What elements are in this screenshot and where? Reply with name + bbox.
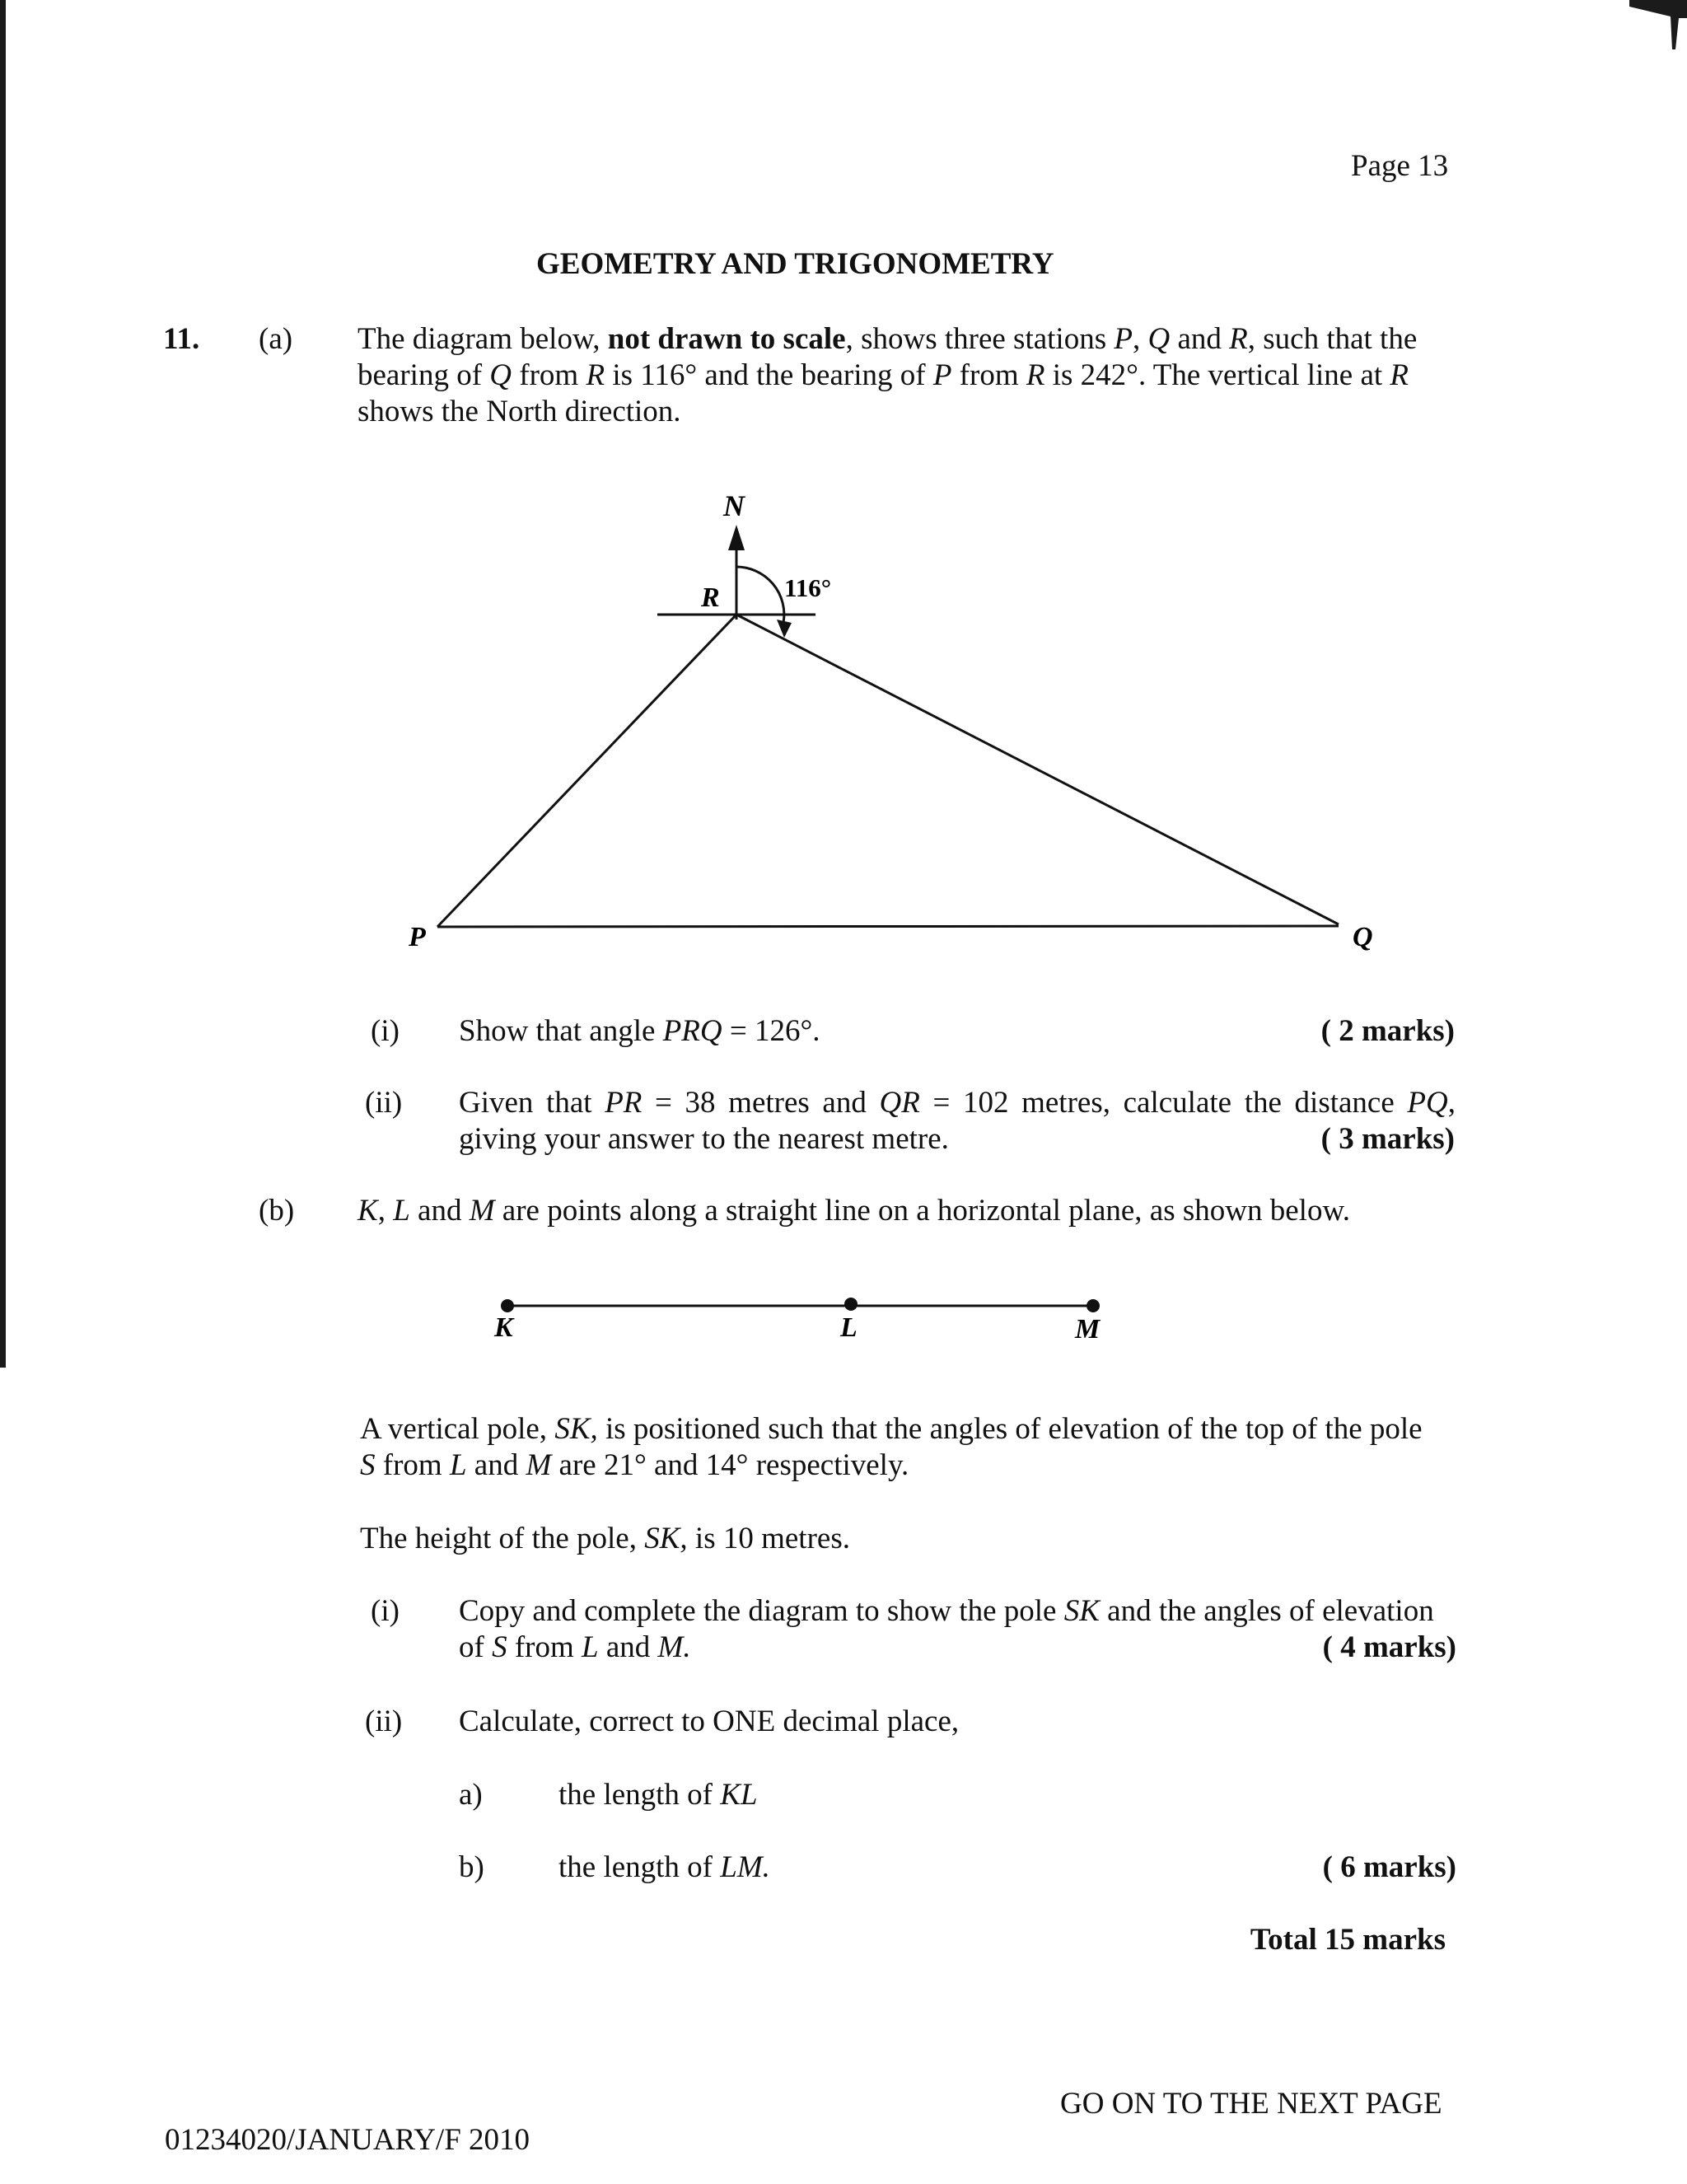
part-a-label: (a) bbox=[259, 322, 293, 356]
label-K: K bbox=[494, 1312, 513, 1343]
part-a-intro-line-3: shows the North direction. bbox=[357, 395, 681, 428]
part-a-intro-line-2: bearing of Q from R is 116° and the bearing of P from R is 242°. The vertical line at R bbox=[357, 358, 1409, 392]
label-M: M bbox=[1075, 1314, 1101, 1345]
part-b-i-label: (i) bbox=[371, 1594, 400, 1628]
part-a-ii-marks: ( 3 marks) bbox=[1320, 1122, 1455, 1156]
section-title: GEOMETRY AND TRIGONOMETRY bbox=[536, 247, 1054, 281]
label-R: R bbox=[701, 582, 720, 613]
part-b-intro: K, L and M are points along a straight line on a horizontal plane, as shown below. bbox=[357, 1194, 1351, 1228]
triangle-diagram bbox=[0, 0, 1687, 989]
part-b-i-line-2: of S from L and M. bbox=[459, 1630, 691, 1664]
part-a-i-label: (i) bbox=[371, 1014, 400, 1048]
part-b-ii-marks: ( 6 marks) bbox=[1322, 1850, 1456, 1884]
page-number: Page 13 bbox=[1351, 149, 1449, 183]
paper-code: 01234020/JANUARY/F 2010 bbox=[165, 2123, 530, 2157]
part-b-ii-a-label: a) bbox=[459, 1778, 483, 1812]
part-b-para-1-line-1: A vertical pole, SK, is positioned such that the angles of elevation of the top of the pole bbox=[360, 1412, 1423, 1446]
total-marks: Total 15 marks bbox=[1250, 1923, 1446, 1957]
part-b-ii-b-text: the length of LM. bbox=[558, 1850, 770, 1884]
part-b-ii-label: (ii) bbox=[365, 1705, 403, 1738]
part-a-i-text: Show that angle PRQ = 126°. bbox=[459, 1014, 820, 1048]
part-a-ii-line-2: giving your answer to the nearest metre. bbox=[459, 1122, 949, 1156]
part-b-ii-a-text: the length of KL bbox=[558, 1778, 758, 1812]
point-L bbox=[844, 1298, 858, 1311]
label-angle-116: 116° bbox=[784, 573, 832, 602]
part-b-ii-text: Calculate, correct to ONE decimal place, bbox=[459, 1705, 960, 1738]
label-L: L bbox=[840, 1312, 858, 1343]
klm-diagram bbox=[0, 1269, 1687, 1351]
side-RQ bbox=[736, 615, 1339, 924]
side-PQ bbox=[437, 926, 1339, 927]
part-b-i-line-1: Copy and complete the diagram to show the pole SK and the angles of elevation bbox=[459, 1594, 1434, 1628]
bearing-arrowhead bbox=[777, 620, 792, 638]
part-b-i-marks: ( 4 marks) bbox=[1322, 1630, 1456, 1664]
label-P: P bbox=[409, 922, 426, 952]
part-b-para-2: The height of the pole, SK, is 10 metres. bbox=[360, 1522, 850, 1555]
north-arrowhead bbox=[728, 525, 745, 550]
part-a-intro-line-1: The diagram below, not drawn to scale, shows three stations P, Q and R, such that the bbox=[357, 322, 1418, 356]
part-b-ii-b-label: b) bbox=[459, 1850, 484, 1884]
part-b-label: (b) bbox=[259, 1194, 295, 1228]
part-a-i-marks: ( 2 marks) bbox=[1320, 1014, 1455, 1048]
label-N: N bbox=[723, 489, 745, 522]
part-a-ii-label: (ii) bbox=[365, 1086, 403, 1120]
point-M bbox=[1087, 1299, 1100, 1312]
side-RP bbox=[437, 615, 736, 927]
label-Q: Q bbox=[1353, 922, 1373, 952]
part-b-para-1-line-2: S from L and M are 21° and 14° respectively. bbox=[360, 1448, 909, 1482]
go-on-next-page: GO ON TO THE NEXT PAGE bbox=[1060, 2087, 1442, 2121]
point-K bbox=[501, 1299, 514, 1312]
question-number: 11. bbox=[163, 322, 200, 356]
part-a-ii-line-1: Given that PR = 38 metres and QR = 102 metres, calculate the distance PQ, bbox=[459, 1086, 1456, 1120]
